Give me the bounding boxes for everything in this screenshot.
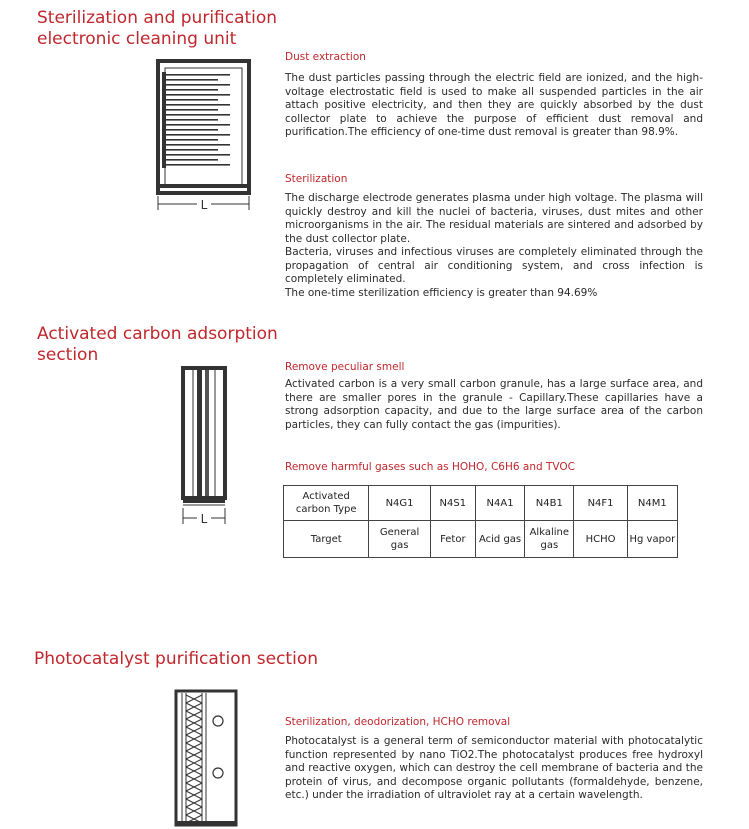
dimension-label: L <box>200 512 208 526</box>
title-line-1: Sterilization and purification <box>37 8 278 28</box>
dust-extraction-text: The dust particles passing through the electric field are ionized, and the high-voltage electrostatic field is used to make all suspended particles in the air attach positive electricity, and then they are quickly absorbed by the dust collector plate to achieve the purpose of efficient dust removal and purification.The efficiency of one-time dust removal is greater than 98.9%. <box>285 72 703 138</box>
target-cell: HCHO <box>574 521 627 558</box>
table-row-type <box>284 486 678 521</box>
remove-smell-heading: Remove peculiar smell <box>285 361 405 373</box>
sterilization-heading: Sterilization <box>285 173 348 185</box>
title-line-1: Activated carbon adsorption <box>37 324 278 344</box>
target-cell: Hg vapor <box>627 521 677 558</box>
electronic-cleaning-unit-diagram <box>155 58 255 218</box>
type-cell: N4G1 <box>369 486 430 521</box>
harmful-gases-heading: Remove harmful gases such as HOHO, C6H6 and TVOC <box>285 461 575 473</box>
table-header-target: Target <box>284 521 369 558</box>
section-title-sterilization <box>37 8 277 50</box>
section-title-photocatalyst: Photocatalyst purification section <box>34 649 318 669</box>
activated-carbon-table <box>283 485 678 558</box>
sterilization-text <box>285 192 703 300</box>
activated-carbon-section-diagram <box>180 366 230 528</box>
table-row-target <box>284 521 678 558</box>
photocatalyst-section-diagram <box>174 689 240 829</box>
type-cell: N4A1 <box>475 486 524 521</box>
photocatalyst-text: Photocatalyst is a general term of semiconductor material with photocatalytic function represented by nano TiO2.The photocatalyst produces free hydroxyl and reactive oxygen, which can destroy the cell membrane of bacteria and the protein of virus, and decompose organic pollutants (formaldehyde, benzene, etc.) under the irradiation of ultraviolet ray at a certain wavelength. <box>285 735 703 801</box>
table-header-type: Activated carbon Type <box>284 486 369 521</box>
target-cell: Alkaline gas <box>525 521 574 558</box>
photocatalyst-heading: Sterilization, deodorization, HCHO removal <box>285 716 511 728</box>
type-cell: N4F1 <box>574 486 627 521</box>
target-cell: Fetor <box>430 521 475 558</box>
sterilization-paragraph-3: The one-time sterilization efficiency is greater than 94.69% <box>285 286 598 299</box>
target-cell: General gas <box>369 521 430 558</box>
title-line-2: section <box>37 345 99 365</box>
dust-extraction-heading: Dust extraction <box>285 51 366 63</box>
sterilization-paragraph-1: The discharge electrode generates plasma under high voltage. The plasma will quickly destroy and kill the nuclei of bacteria, viruses, dust mites and other microorganisms in the air. The residual materials are sintered and adsorbed by the dust collector plate. <box>285 192 703 245</box>
title-line-2: electronic cleaning unit <box>37 29 237 49</box>
type-cell: N4M1 <box>627 486 677 521</box>
remove-smell-text: Activated carbon is a very small carbon granule, has a large surface area, and there are smaller pores in the granule - Capillary.These capillaries have a strong adsorption capacity, and due to the large surface area of the carbon particles, they can fully contact the gas (impurities). <box>285 378 703 431</box>
dimension-label: L <box>200 198 208 212</box>
target-cell: Acid gas <box>475 521 524 558</box>
sterilization-paragraph-2: Bacteria, viruses and infectious viruses are completely eliminated through the propagation of central air conditioning system, and cross infection is completely eliminated. <box>285 246 703 285</box>
type-cell: N4B1 <box>525 486 574 521</box>
type-cell: N4S1 <box>430 486 475 521</box>
section-title-carbon <box>37 324 278 366</box>
